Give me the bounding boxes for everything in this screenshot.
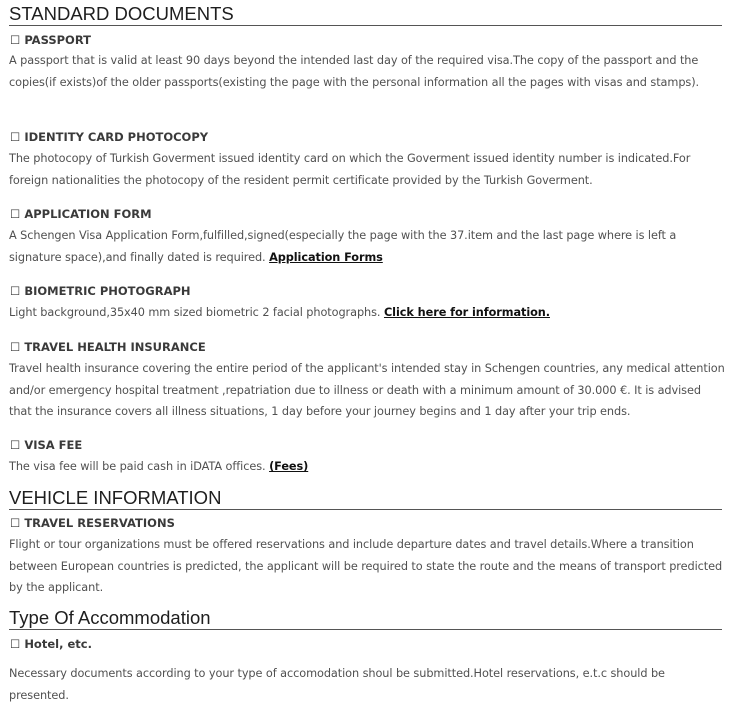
application-forms-link[interactable]: Application Forms <box>269 250 383 264</box>
description-text: Light background,35x40 mm sized biometric 2 facial photographs. <box>9 306 381 319</box>
section-title-vehicle-information: VEHICLE INFORMATION <box>9 487 722 510</box>
checkbox-icon: ☐ <box>10 284 21 298</box>
item-heading-label: IDENTITY CARD PHOTOCOPY <box>24 130 209 144</box>
description-text: A Schengen Visa Application Form,fulfilled,signed(especially the page with the 37.item and the last page where is left a signature space),and finally dated is required. <box>9 229 677 264</box>
checkbox-icon: ☐ <box>10 207 21 221</box>
photo-information-link[interactable]: Click here for information. <box>383 306 550 319</box>
item-heading-label: Hotel, etc. <box>24 637 92 651</box>
section-title-standard-documents: STANDARD DOCUMENTS <box>9 3 722 26</box>
description-text: Necessary documents according to your type of accomodation shoul be submitted.Hotel reservations, e.t.c should be presented. <box>9 667 665 702</box>
item-heading-passport <box>10 32 91 48</box>
item-description-travel-reservations <box>9 534 725 599</box>
item-heading-travel-health-insurance <box>10 339 206 355</box>
description-text: The visa fee will be paid cash in iDATA offices. <box>9 460 266 473</box>
item-heading-label: VISA FEE <box>24 438 83 452</box>
item-description-travel-health-insurance <box>9 358 725 423</box>
item-description-biometric-photograph <box>9 302 725 324</box>
item-heading-identity-card <box>10 129 208 145</box>
item-heading-travel-reservations <box>10 515 175 531</box>
section-title-accommodation: Type Of Accommodation <box>9 607 722 630</box>
item-heading-label: TRAVEL RESERVATIONS <box>24 516 175 530</box>
item-description-application-form <box>9 225 725 268</box>
description-text: A passport that is valid at least 90 days beyond the intended last day of the required visa.The copy of the passport and the copies(if exists)of the older passports(existing the page with the personal information all the pages with visas and stamps). <box>9 54 700 89</box>
checkbox-icon: ☐ <box>10 33 21 47</box>
item-heading-hotel <box>10 636 92 652</box>
item-heading-visa-fee <box>10 437 82 453</box>
item-description-identity-card <box>9 148 725 191</box>
checkbox-icon: ☐ <box>10 130 21 144</box>
item-heading-label: APPLICATION FORM <box>24 207 152 221</box>
item-description-hotel <box>9 663 725 706</box>
checkbox-icon: ☐ <box>10 340 21 354</box>
item-heading-label: BIOMETRIC PHOTOGRAPH <box>24 284 191 298</box>
item-description-visa-fee <box>9 456 725 478</box>
checkbox-icon: ☐ <box>10 438 21 452</box>
fees-link[interactable]: (Fees) <box>269 460 309 473</box>
description-text: Flight or tour organizations must be offered reservations and include departure dates and travel details.Where a transition between European countries is predicted, the applicant will be required to state the route and the means of transport predicted by the applicant. <box>9 538 723 594</box>
description-text: The photocopy of Turkish Goverment issued identity card on which the Goverment issued identity number is indicated.For foreign nationalities the photocopy of the resident permit certificate provided by the Turkish Goverment. <box>9 152 691 187</box>
checkbox-icon: ☐ <box>10 637 21 651</box>
item-description-passport <box>9 50 725 93</box>
item-heading-application-form <box>10 206 152 222</box>
item-heading-label: TRAVEL HEALTH INSURANCE <box>24 340 206 354</box>
description-text: Travel health insurance covering the entire period of the applicant's intended stay in Schengen countries, any medical attention and/or emergency hospital treatment ,repatriation due to illness or death with a minimum amount of 30.000 €. It is advised that the insurance covers all illness situations, 1 day before your journey begins and 1 day after your trip ends. <box>9 362 725 418</box>
item-heading-biometric-photograph <box>10 283 191 299</box>
checkbox-icon: ☐ <box>10 516 21 530</box>
item-heading-label: PASSPORT <box>24 33 92 47</box>
